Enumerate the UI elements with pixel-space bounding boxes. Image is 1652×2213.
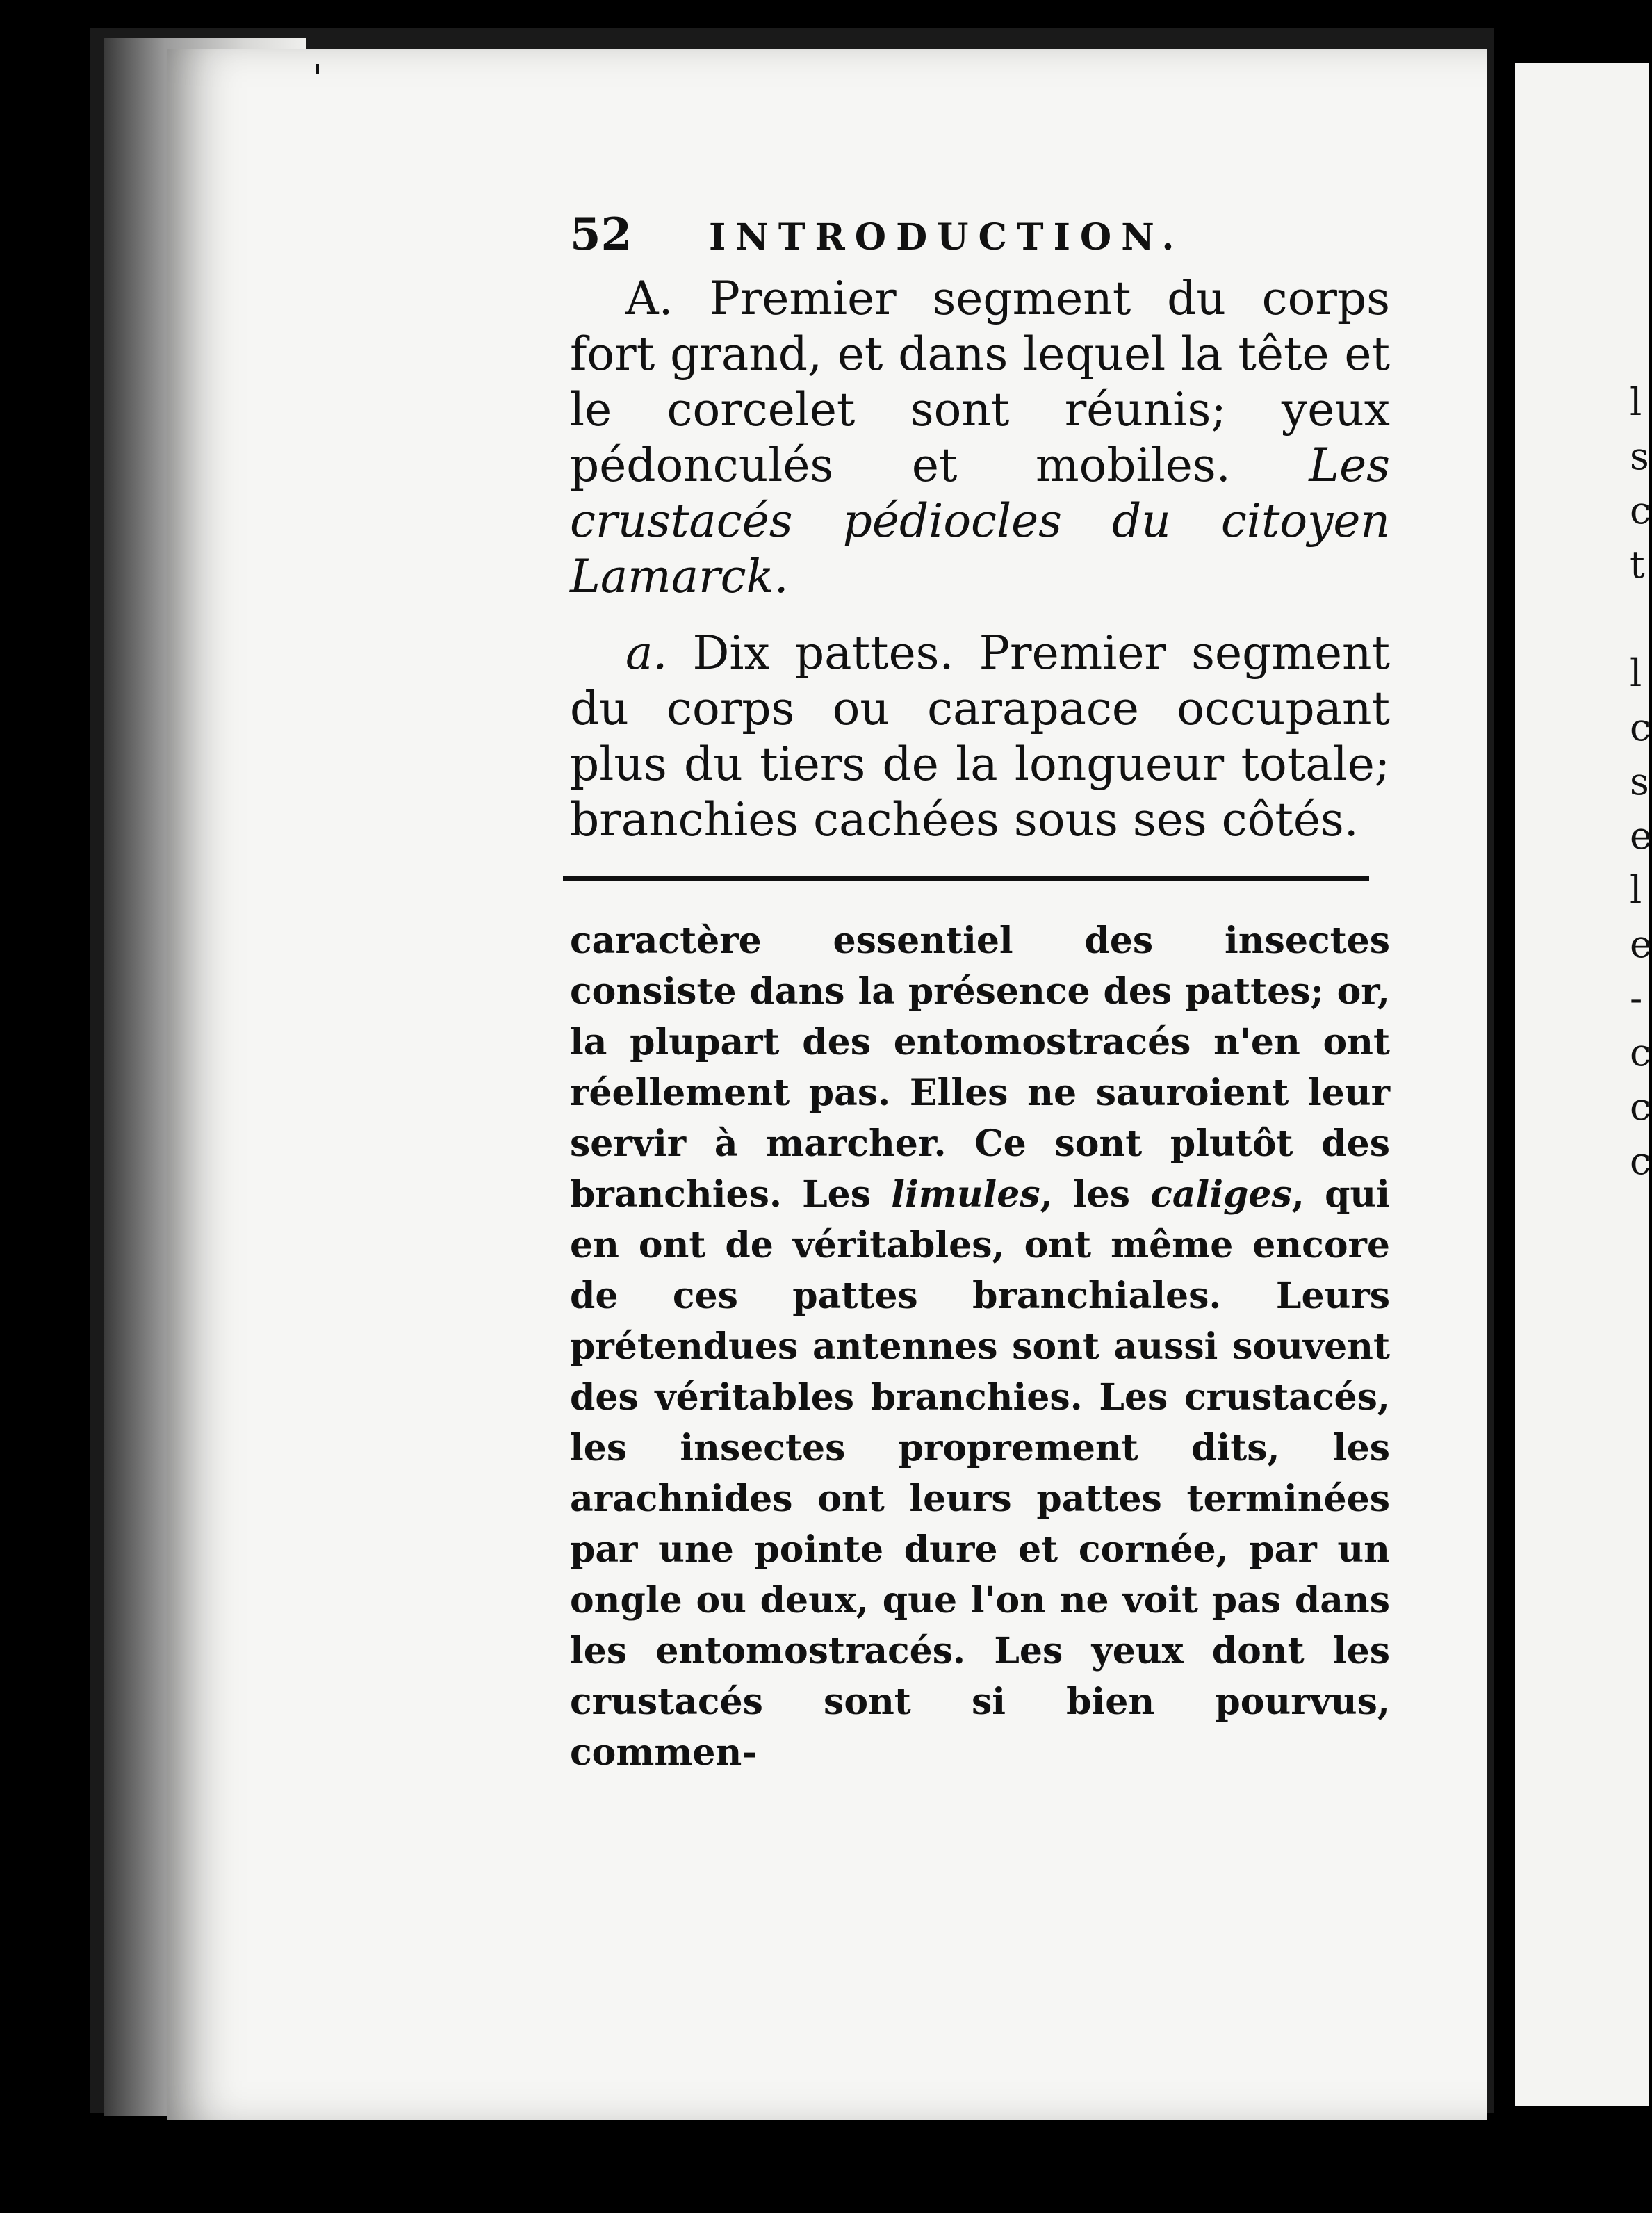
- adjacent-page-letter: s: [1630, 434, 1649, 478]
- paragraph-a: A. Premier segment du corps fort grand, et dans lequel la tête et le corcelet sont réunis; yeux pédonculés et mobiles. Les crustacés pédiocles du citoyen Lamarck.: [570, 272, 1390, 603]
- adjacent-page-letter: e: [1630, 922, 1652, 966]
- running-header: [570, 209, 1390, 271]
- adjacent-page-letter: s: [1630, 760, 1649, 803]
- adjacent-page-letter: c: [1630, 1139, 1651, 1183]
- adjacent-page-letter: l: [1630, 380, 1642, 424]
- adjacent-page-letter: t: [1630, 543, 1645, 587]
- adjacent-page-letter: c: [1630, 489, 1651, 532]
- page-content: [570, 209, 1390, 1778]
- adjacent-page-letter: l: [1630, 651, 1642, 695]
- adjacent-page-text: [1630, 375, 1652, 1189]
- adjacent-page-letter: c: [1630, 1031, 1651, 1075]
- paragraph-a-lower: a. Dix pattes. Premier segment du corps ou carapace occupant plus du tiers de la longueur totale; branchies cachées sous ses côtés.: [570, 626, 1390, 847]
- running-title: INTRODUCTION.: [709, 216, 1184, 259]
- adjacent-page-letter: e: [1630, 814, 1652, 858]
- adjacent-page-letter: c: [1630, 705, 1651, 749]
- subsection-label: a.: [625, 626, 668, 680]
- page-number: 52: [570, 209, 632, 261]
- italic-citation: Les crustacés pédiocles du citoyen Lamarck.: [570, 439, 1390, 603]
- italic-term: caliges: [1150, 1173, 1292, 1216]
- adjacent-page-letter: l: [1630, 868, 1642, 912]
- scan-mark: [316, 64, 319, 74]
- adjacent-page-letter: -: [1630, 977, 1643, 1020]
- adjacent-page-letter: [1630, 592, 1652, 646]
- main-text: [570, 271, 1390, 848]
- adjacent-page-letter: c: [1630, 1085, 1651, 1129]
- adjacent-page: [1515, 63, 1649, 2106]
- footnote-text: caractère essentiel des insectes consiste dans la présence des pattes; or, la plupart des entomostracés n'en ont réellement pas. Elles ne sauroient leur servir à marcher. Ce sont plutôt des branchies. Les limules, les caliges, qui en ont de véritables, ont même encore de ces pattes branchiales. Leurs prétendues antennes sont aussi souvent des véritables branchies. Les crustacés, les insectes proprement dits, les arachnides ont leurs pattes terminées par une pointe dure et cornée, par un ongle ou deux, que l'on ne voit pas dans les entomostracés. Les yeux dont les crustacés sont si bien pourvus, commen-: [570, 920, 1390, 1774]
- footnote-rule: [563, 876, 1369, 881]
- italic-term: limules: [891, 1173, 1040, 1216]
